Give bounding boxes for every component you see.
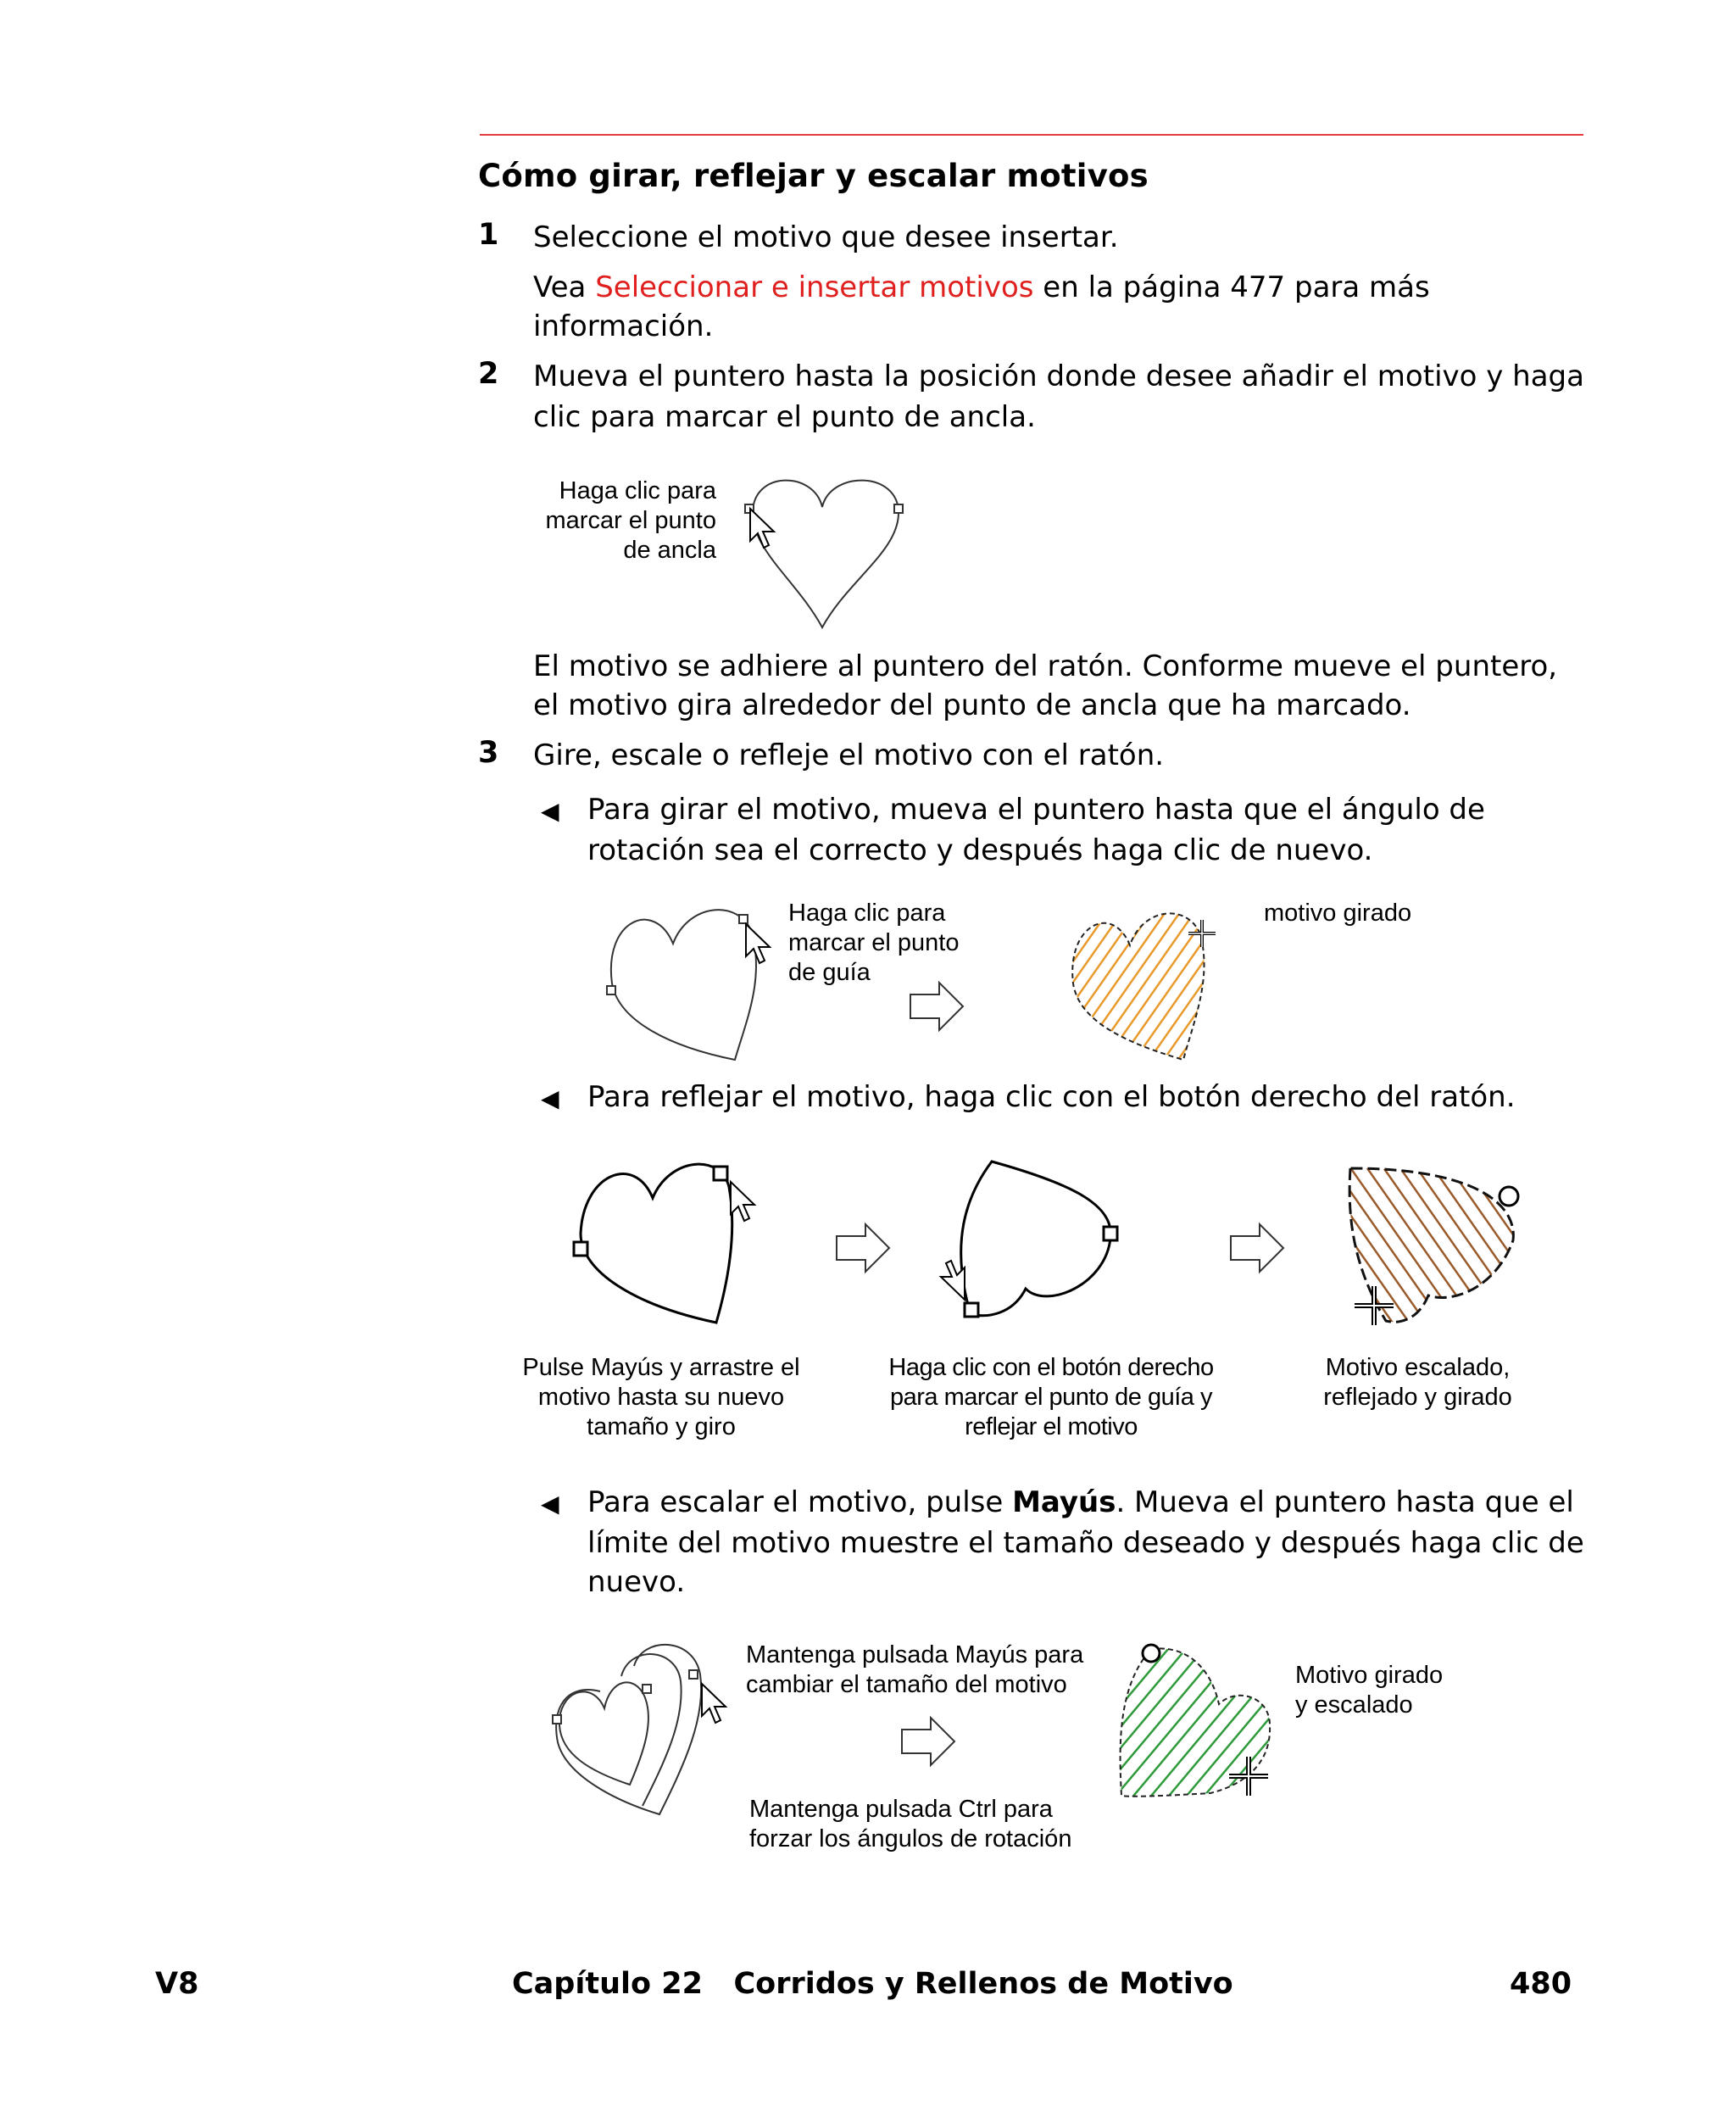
heart-outline-icon [941,1157,1127,1327]
caption-line: Pulse Mayús y arrastre el [522,1354,800,1381]
crosshair-icon [1353,1284,1395,1327]
step-2-line1: Mueva el puntero hasta la posición donde desee añadir el motivo y haga [533,359,1584,393]
mouse-pointer-icon [748,507,782,558]
mirror-line1: Para reflejar el motivo, haga clic con el botón derecho del ratón. [587,1080,1516,1114]
step-1-see-line2: información. [533,309,714,343]
scale-line1-prefix: Para escalar el motivo, pulse [587,1485,1013,1519]
crosshair-icon [1187,918,1217,949]
mouse-pointer-icon [744,922,778,973]
section-title: Cómo girar, reflejar y escalar motivos [478,158,1149,194]
caption-line: motivo hasta su nuevo [537,1384,785,1411]
caption-line: reflejado y girado [1323,1384,1512,1411]
see-link[interactable]: Seleccionar e insertar motivos [595,270,1034,304]
footer-page-number: 480 [1510,1967,1572,2001]
step-2-after-line2: el motivo gira alrededor del punto de ancla que ha marcado. [533,688,1411,722]
arrow-right-icon [835,1223,894,1273]
step-1-see-line [533,268,1430,308]
caption-line: marcar el punto [788,929,960,956]
step-3-text: Gire, escale o refleje el motivo con el ratón. [533,738,1165,772]
mirror-caption-3 [1288,1353,1547,1412]
rotate-caption-left [788,899,960,988]
scale-caption-right [1295,1661,1443,1720]
scale-line1 [587,1483,1574,1523]
arrow-right-icon [909,981,968,1032]
scale-caption-bottom [749,1795,1071,1854]
caption-line: tamaño y giro [587,1413,736,1440]
caption-line: forzar los ángulos de rotación [749,1825,1072,1852]
rotate-line2: rotación sea el correcto y después haga clic de nuevo. [587,833,1373,867]
scale-line1-bold: Mayús [1012,1485,1116,1519]
caption-line: Haga clic para [559,477,716,504]
mirror-caption-2 [873,1353,1229,1442]
arrow-right-icon [1229,1223,1288,1273]
step-2-after-line1: El motivo se adhiere al puntero del ratón. Conforme mueve el puntero, [533,649,1558,683]
caption-line: cambiar el tamaño del motivo [746,1671,1067,1698]
see-prefix: Vea [533,270,596,304]
caption-line: marcar el punto [545,507,716,534]
caption-line: y escalado [1295,1691,1413,1719]
caption-line: de ancla [623,537,716,564]
caption-line: Motivo escalado, [1325,1354,1511,1381]
footer-chapter: Capítulo 22 Corridos y Rellenos de Motivo [512,1967,1233,2001]
step-number-3: 3 [478,736,499,770]
figure1-caption [509,476,716,565]
step-number-1: 1 [478,218,499,252]
mouse-pointer-icon [700,1682,734,1733]
heart-outline-icon [568,1157,737,1327]
scale-line1-suffix: . Mueva el puntero hasta que el [1116,1485,1574,1519]
step-number-2: 2 [478,357,499,391]
caption-line: Mantenga pulsada Ctrl para [749,1796,1053,1823]
scale-caption-top [746,1641,1083,1700]
scale-line2: límite del motivo muestre el tamaño deseado y después haga clic de [587,1526,1584,1560]
caption-line: de guía [788,959,871,986]
triangle-left-bullet-icon: ◀ [541,797,559,825]
caption-line: reflejar el motivo [965,1413,1138,1440]
crosshair-icon [1227,1755,1270,1797]
header-rule [480,134,1583,136]
mouse-pointer-icon [729,1180,763,1231]
scale-line3: nuevo. [587,1565,686,1599]
rotate-caption-right: motivo girado [1264,900,1412,927]
caption-line: Haga clic con el botón derecho [888,1354,1214,1381]
step-1-text: Seleccione el motivo que desee insertar. [533,220,1119,254]
rotate-line1: Para girar el motivo, mueva el puntero hasta que el ángulo de [587,793,1485,827]
footer-version: V8 [155,1967,199,2001]
caption-line: para marcar el punto de guía y [890,1384,1212,1411]
caption-line: Motivo girado [1295,1662,1444,1689]
caption-line: Haga clic para [788,900,946,927]
caption-line: Mantenga pulsada Mayús para [746,1641,1084,1669]
mirror-caption-1 [509,1353,814,1442]
step-2-line2: clic para marcar el punto de ancla. [533,400,1036,434]
triangle-left-bullet-icon: ◀ [541,1490,559,1518]
mouse-pointer-icon [939,1251,973,1301]
arrow-right-icon [900,1716,960,1767]
see-suffix: en la página 477 para más [1033,270,1430,304]
triangle-left-bullet-icon: ◀ [541,1084,559,1112]
